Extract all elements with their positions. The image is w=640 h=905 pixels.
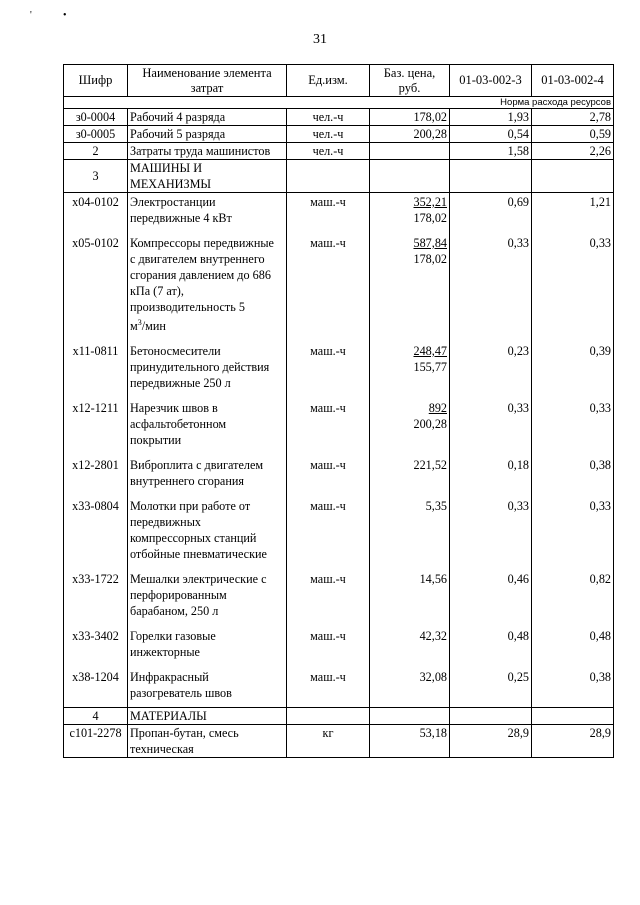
row-unit: кг — [287, 725, 370, 758]
row-price — [370, 234, 450, 342]
row-unit: маш.-ч — [287, 234, 370, 342]
empty-cell — [370, 160, 450, 193]
table-row — [64, 193, 614, 235]
row-name-line: Электростанции — [130, 195, 216, 209]
row-value-2: 2,78 — [532, 109, 614, 126]
price-salary: 200,28 — [413, 417, 447, 432]
section-header-materials — [64, 708, 614, 725]
header-price: Баз. цена, руб. — [370, 65, 450, 97]
section-number: 4 — [64, 708, 128, 725]
price-base: 42,32 — [419, 629, 447, 644]
row-name — [128, 497, 287, 570]
row-name: Рабочий 5 разряда — [128, 126, 287, 143]
price-salary: 178,02 — [413, 252, 447, 266]
row-value-2: 0,59 — [532, 126, 614, 143]
row-value-1: 0,33 — [450, 497, 532, 570]
row-name-line: барабаном, 250 л — [130, 604, 219, 619]
row-value-1: 1,93 — [450, 109, 532, 126]
row-unit: маш.-ч — [287, 570, 370, 627]
row-code: х12-2801 — [64, 456, 128, 497]
header-name: Наименование элемента затрат — [128, 65, 287, 97]
row-price — [370, 627, 450, 668]
row-value-1: 0,48 — [450, 627, 532, 668]
row-value-1: 0,33 — [450, 234, 532, 342]
row-name-line: передвижные 4 кВт — [130, 211, 232, 225]
row-name: Рабочий 4 разряда — [128, 109, 287, 126]
row-name-line: Пропан-бутан, смесь — [130, 726, 239, 741]
row-price — [370, 497, 450, 570]
table-row — [64, 456, 614, 497]
row-unit: маш.-ч — [287, 193, 370, 235]
header-code: Шифр — [64, 65, 128, 97]
row-name — [128, 456, 287, 497]
row-code: х05-0102 — [64, 234, 128, 342]
row-name-line: перфорированным — [130, 588, 227, 603]
row-value-1: 0,69 — [450, 193, 532, 235]
price-base: 587,84 — [413, 236, 447, 250]
norm-label: Норма расхода ресурсов — [64, 97, 614, 109]
row-code: х11-0811 — [64, 342, 128, 399]
price-salary: 178,02 — [413, 211, 447, 225]
row-unit: маш.-ч — [287, 342, 370, 399]
section-title-line: МЕХАНИЗМЫ — [130, 177, 212, 191]
row-value-2: 1,21 — [532, 193, 614, 235]
row-name-line: Компрессоры передвижные — [130, 236, 274, 250]
row-name-line: Молотки при работе от — [130, 499, 251, 514]
unit-text: /мин — [141, 319, 166, 334]
row-unit: чел.-ч — [287, 143, 370, 160]
row-name-line: сгорания давлением до 686 — [130, 268, 271, 282]
row-name — [128, 234, 287, 342]
empty-cell — [287, 160, 370, 193]
row-name-line — [130, 315, 284, 334]
row-name-line: Инфракрасный — [130, 670, 209, 685]
section-title: МАТЕРИАЛЫ — [128, 708, 287, 725]
row-code: з0-0004 — [64, 109, 128, 126]
row-unit: маш.-ч — [287, 668, 370, 708]
row-name-line: передвижные 250 л — [130, 376, 231, 391]
table-row — [64, 570, 614, 627]
row-name-line: асфальтобетонном — [130, 417, 227, 432]
row-name — [128, 725, 287, 758]
row-unit: маш.-ч — [287, 399, 370, 456]
section-header-machines — [64, 160, 614, 193]
corner-mark-left: ' — [30, 10, 32, 21]
row-code: х38-1204 — [64, 668, 128, 708]
section-title — [128, 160, 287, 193]
empty-cell — [450, 708, 532, 725]
table-row — [64, 497, 614, 570]
row-name-line: Виброплита с двигателем — [130, 458, 264, 473]
row-value-1: 0,33 — [450, 399, 532, 456]
price-base: 5,35 — [425, 499, 447, 514]
table-row — [64, 627, 614, 668]
row-value-2: 0,48 — [532, 627, 614, 668]
row-name-line: инжекторные — [130, 645, 200, 660]
row-value-1: 0,25 — [450, 668, 532, 708]
row-value-1: 0,18 — [450, 456, 532, 497]
row-unit: маш.-ч — [287, 456, 370, 497]
row-price: 178,02 — [370, 109, 450, 126]
price-base: 248,47 — [413, 344, 447, 359]
empty-cell — [450, 160, 532, 193]
row-name-line: покрытии — [130, 433, 182, 448]
price-salary: 155,77 — [413, 360, 447, 375]
table-row — [64, 668, 614, 708]
row-name-line: внутреннего сгорания — [130, 474, 244, 489]
section-number: 3 — [64, 160, 128, 193]
row-name — [128, 627, 287, 668]
unit-text: м — [130, 319, 138, 334]
unit-superscript: 3 — [137, 318, 142, 327]
row-unit: чел.-ч — [287, 126, 370, 143]
page-number: 31 — [313, 32, 327, 47]
row-code: х33-0804 — [64, 497, 128, 570]
row-value-2: 0,33 — [532, 497, 614, 570]
row-value-2: 28,9 — [532, 725, 614, 758]
row-price — [370, 456, 450, 497]
row-name-line: техническая — [130, 742, 194, 757]
price-base: 32,08 — [419, 670, 447, 685]
row-price: 53,18 — [370, 725, 450, 758]
table-row — [64, 234, 614, 342]
row-price: 200,28 — [370, 126, 450, 143]
empty-cell — [370, 708, 450, 725]
row-code: х12-1211 — [64, 399, 128, 456]
row-value-2: 0,33 — [532, 234, 614, 342]
row-code: х04-0102 — [64, 193, 128, 235]
empty-cell — [287, 708, 370, 725]
table-row — [64, 143, 614, 160]
row-value-2: 0,39 — [532, 342, 614, 399]
row-name-line: компрессорных станций — [130, 531, 257, 546]
row-value-1: 0,54 — [450, 126, 532, 143]
row-price — [370, 668, 450, 708]
table-row — [64, 725, 614, 758]
row-value-2: 0,38 — [532, 668, 614, 708]
table-row — [64, 109, 614, 126]
row-price — [370, 399, 450, 456]
row-name-line: передвижных — [130, 515, 201, 530]
header-row — [64, 65, 614, 97]
price-base: 892 — [428, 401, 447, 416]
row-name-line: принудительного действия — [130, 360, 270, 375]
norm-row — [64, 97, 614, 109]
row-code: х33-1722 — [64, 570, 128, 627]
row-name — [128, 193, 287, 235]
price-base: 14,56 — [419, 572, 447, 587]
row-name-line: Нарезчик швов в — [130, 401, 218, 416]
row-value-1: 0,23 — [450, 342, 532, 399]
row-name-line: кПа (7 ат), — [130, 284, 184, 298]
row-name — [128, 570, 287, 627]
row-value-1: 0,46 — [450, 570, 532, 627]
row-price — [370, 342, 450, 399]
empty-cell — [532, 708, 614, 725]
row-value-2: 0,38 — [532, 456, 614, 497]
price-base: 352,21 — [413, 195, 447, 209]
row-unit: маш.-ч — [287, 497, 370, 570]
row-name-line: Бетоносмесители — [130, 344, 221, 359]
table-row — [64, 342, 614, 399]
row-name — [128, 399, 287, 456]
price-base: 221,52 — [413, 458, 447, 473]
row-name — [128, 342, 287, 399]
table-row — [64, 399, 614, 456]
row-price — [370, 193, 450, 235]
row-price — [370, 570, 450, 627]
row-name: Затраты труда машинистов — [128, 143, 287, 160]
resource-table — [63, 64, 614, 758]
section-number: 2 — [64, 143, 128, 160]
row-price — [370, 143, 450, 160]
row-name-line: Мешалки электрические с — [130, 572, 267, 587]
row-code: з0-0005 — [64, 126, 128, 143]
row-value-1: 28,9 — [450, 725, 532, 758]
row-name — [128, 668, 287, 708]
corner-mark-right: • — [63, 10, 67, 21]
row-name-line: производительность 5 — [130, 300, 245, 314]
section-title-line: МАШИНЫ И — [130, 161, 203, 175]
header-col2: 01-03-002-4 — [532, 65, 614, 97]
row-value-1: 1,58 — [450, 143, 532, 160]
header-col1: 01-03-002-3 — [450, 65, 532, 97]
empty-cell — [532, 160, 614, 193]
row-name-line: Горелки газовые — [130, 629, 216, 644]
row-name-line: с двигателем внутреннего — [130, 252, 265, 266]
row-name-line: отбойные пневматические — [130, 547, 267, 562]
row-name-line: разогреватель швов — [130, 686, 232, 701]
row-unit: чел.-ч — [287, 109, 370, 126]
header-unit: Ед.изм. — [287, 65, 370, 97]
row-code: х33-3402 — [64, 627, 128, 668]
row-value-2: 2,26 — [532, 143, 614, 160]
row-value-2: 0,82 — [532, 570, 614, 627]
row-unit: маш.-ч — [287, 627, 370, 668]
row-value-2: 0,33 — [532, 399, 614, 456]
table-row — [64, 126, 614, 143]
row-code: с101-2278 — [64, 725, 128, 758]
